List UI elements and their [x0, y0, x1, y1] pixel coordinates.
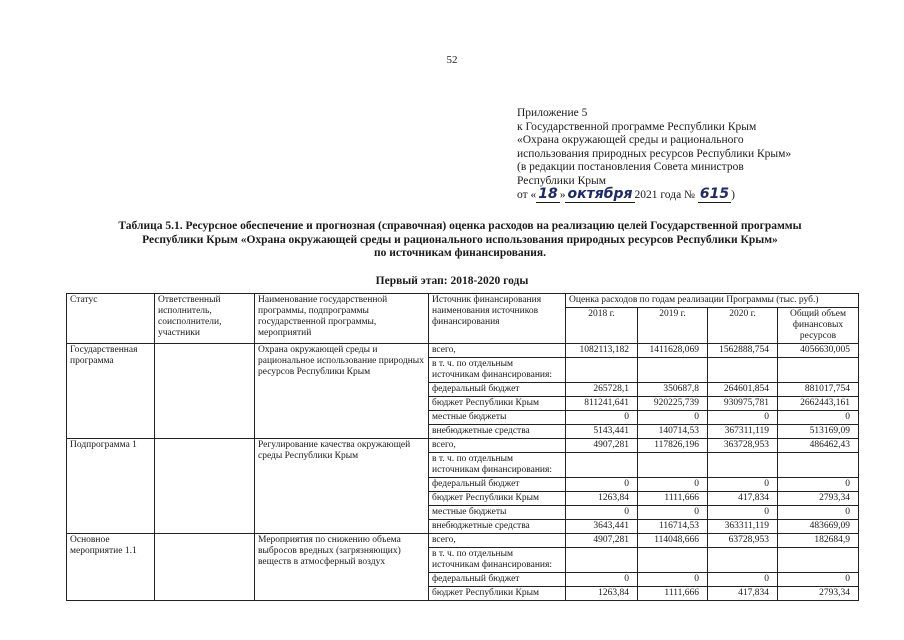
value-2019: 0 — [638, 506, 708, 520]
source-cell: внебюджетные средства — [429, 425, 566, 439]
appendix-line: использования природных ресурсов Республики Крым» — [517, 147, 792, 160]
value-2020: 417,834 — [708, 492, 778, 506]
name-cell: Охрана окружающей среды и рациональное использование природных ресурсов Республики Крым — [255, 344, 429, 439]
value-2018: 4907,281 — [566, 534, 638, 548]
handwritten-number: 615 — [699, 186, 730, 202]
handwritten-day: 18 — [538, 186, 558, 202]
value-2020: 363728,953 — [708, 439, 778, 453]
value-2019: 1111,666 — [638, 587, 708, 601]
table-title-line: Таблица 5.1. Ресурсное обеспечение и прогнозная (справочная) оценка расходов на реализацию целей Государственной программы — [118, 220, 802, 232]
source-cell: федеральный бюджет — [429, 573, 566, 587]
value-2018: 265728,1 — [566, 383, 638, 397]
value-2018: 4907,281 — [566, 439, 638, 453]
source-cell: всего, — [429, 439, 566, 453]
value-total: 182684,9 — [778, 534, 859, 548]
resolution-date-line — [517, 188, 847, 203]
value-total: 0 — [778, 411, 859, 425]
source-cell: бюджет Республики Крым — [429, 587, 566, 601]
source-cell: внебюджетные средства — [429, 520, 566, 534]
value-2018: 811241,641 — [566, 397, 638, 411]
value-2018: 1082113,182 — [566, 344, 638, 358]
value-2019: 0 — [638, 573, 708, 587]
value-total: 486462,43 — [778, 439, 859, 453]
value-2018 — [566, 358, 638, 383]
value-2020: 264601,854 — [708, 383, 778, 397]
source-cell: всего, — [429, 344, 566, 358]
value-2018: 0 — [566, 573, 638, 587]
value-2019 — [638, 548, 708, 573]
value-2018: 3643,441 — [566, 520, 638, 534]
header-total: Общий объем финансовых ресурсов — [778, 308, 859, 344]
value-2018: 5143,441 — [566, 425, 638, 439]
appendix-line: к Государственной программе Республики Крым — [517, 120, 757, 133]
source-cell: местные бюджеты — [429, 506, 566, 520]
value-2020: 930975,781 — [708, 397, 778, 411]
date-prefix: от « — [517, 189, 537, 201]
page-number: 52 — [446, 54, 458, 66]
header-name: Наименование государственной программы, подпрограммы государственной программы, мероприятий — [255, 294, 429, 344]
value-total: 4056630,005 — [778, 344, 859, 358]
value-2019: 350687,8 — [638, 383, 708, 397]
table-row — [67, 344, 859, 358]
source-cell: федеральный бюджет — [429, 383, 566, 397]
value-2019: 1111,666 — [638, 492, 708, 506]
value-total: 2793,34 — [778, 587, 859, 601]
value-total — [778, 548, 859, 573]
source-cell: местные бюджеты — [429, 411, 566, 425]
table-row — [67, 534, 859, 548]
source-cell: в т. ч. по отдельным источникам финансирования: — [429, 453, 566, 478]
date-close: » — [559, 189, 566, 201]
source-cell: федеральный бюджет — [429, 478, 566, 492]
value-2020: 367311,119 — [708, 425, 778, 439]
value-2018: 0 — [566, 411, 638, 425]
year-text: 2021 года № — [634, 189, 696, 201]
number-close: ) — [731, 189, 735, 201]
name-cell: Регулирование качества окружающей среды Республики Крым — [255, 439, 429, 534]
header-year-2018: 2018 г. — [566, 308, 638, 344]
header-source: Источник финансирования наименования источников финансирования — [429, 294, 566, 344]
value-2018: 1263,84 — [566, 492, 638, 506]
financing-table — [66, 293, 859, 601]
value-2019: 114048,666 — [638, 534, 708, 548]
value-total: 0 — [778, 506, 859, 520]
status-cell: Подпрограмма 1 — [67, 439, 155, 534]
value-2019: 920225,739 — [638, 397, 708, 411]
appendix-header — [517, 107, 847, 203]
appendix-line: (в редакции постановления Совета министров — [517, 161, 744, 173]
value-2020: 0 — [708, 411, 778, 425]
value-total: 483669,09 — [778, 520, 859, 534]
value-2019 — [638, 453, 708, 478]
value-2020 — [708, 453, 778, 478]
value-2020: 0 — [708, 573, 778, 587]
value-2018 — [566, 548, 638, 573]
value-2020: 0 — [708, 478, 778, 492]
value-total: 881017,754 — [778, 383, 859, 397]
handwritten-month: октября — [567, 186, 633, 202]
appendix-line: Республики Крым — [517, 174, 606, 187]
appendix-line: Приложение 5 — [517, 107, 588, 119]
value-2018: 0 — [566, 478, 638, 492]
table-title-line: по источникам финансирования. — [373, 247, 547, 259]
header-year-2020: 2020 г. — [708, 308, 778, 344]
appendix-line: «Охрана окружающей среды и рационального — [517, 134, 744, 146]
header-year-2019: 2019 г. — [638, 308, 708, 344]
value-total — [778, 358, 859, 383]
value-2018 — [566, 453, 638, 478]
value-2020: 1562888,754 — [708, 344, 778, 358]
value-2020 — [708, 358, 778, 383]
header-executor: Ответственный исполнитель, соисполнители, участники — [155, 294, 255, 344]
executor-cell — [155, 439, 255, 534]
executor-cell — [155, 344, 255, 439]
value-2018: 0 — [566, 506, 638, 520]
value-2019: 0 — [638, 411, 708, 425]
value-2019 — [638, 358, 708, 383]
value-2020 — [708, 548, 778, 573]
status-cell: Государственная программа — [67, 344, 155, 439]
source-cell: в т. ч. по отдельным источникам финансирования: — [429, 358, 566, 383]
value-2020: 0 — [708, 506, 778, 520]
value-total: 2793,34 — [778, 492, 859, 506]
table-title-line: Республики Крым «Охрана окружающей среды и рационального использования природных ресурсов Республики Крым» — [142, 233, 778, 246]
value-2020: 417,834 — [708, 587, 778, 601]
header-row — [67, 294, 859, 308]
value-total — [778, 453, 859, 478]
source-cell: бюджет Республики Крым — [429, 492, 566, 506]
value-total: 2662443,161 — [778, 397, 859, 411]
value-total: 513169,09 — [778, 425, 859, 439]
source-cell: бюджет Республики Крым — [429, 397, 566, 411]
table-title — [60, 220, 860, 261]
status-cell: Основное мероприятие 1.1 — [67, 534, 155, 601]
value-2019: 1411628,069 — [638, 344, 708, 358]
value-2019: 116714,53 — [638, 520, 708, 534]
header-estimate: Оценка расходов по годам реализации Программы (тыс. руб.) — [566, 294, 859, 308]
page-bottom-cutoff — [0, 604, 904, 640]
value-2019: 117826,196 — [638, 439, 708, 453]
value-2020: 63728,953 — [708, 534, 778, 548]
value-2019: 0 — [638, 478, 708, 492]
table-row — [67, 439, 859, 453]
header-status: Статус — [67, 294, 155, 344]
name-cell: Мероприятия по снижению объема выбросов вредных (загрязняющих) веществ в атмосферный воздух — [255, 534, 429, 601]
source-cell: всего, — [429, 534, 566, 548]
executor-cell — [155, 534, 255, 601]
value-2019: 140714,53 — [638, 425, 708, 439]
value-2020: 363311,119 — [708, 520, 778, 534]
value-total: 0 — [778, 478, 859, 492]
source-cell: в т. ч. по отдельным источникам финансирования: — [429, 548, 566, 573]
value-total: 0 — [778, 573, 859, 587]
value-2018: 1263,84 — [566, 587, 638, 601]
stage-title: Первый этап: 2018-2020 годы — [375, 275, 529, 287]
